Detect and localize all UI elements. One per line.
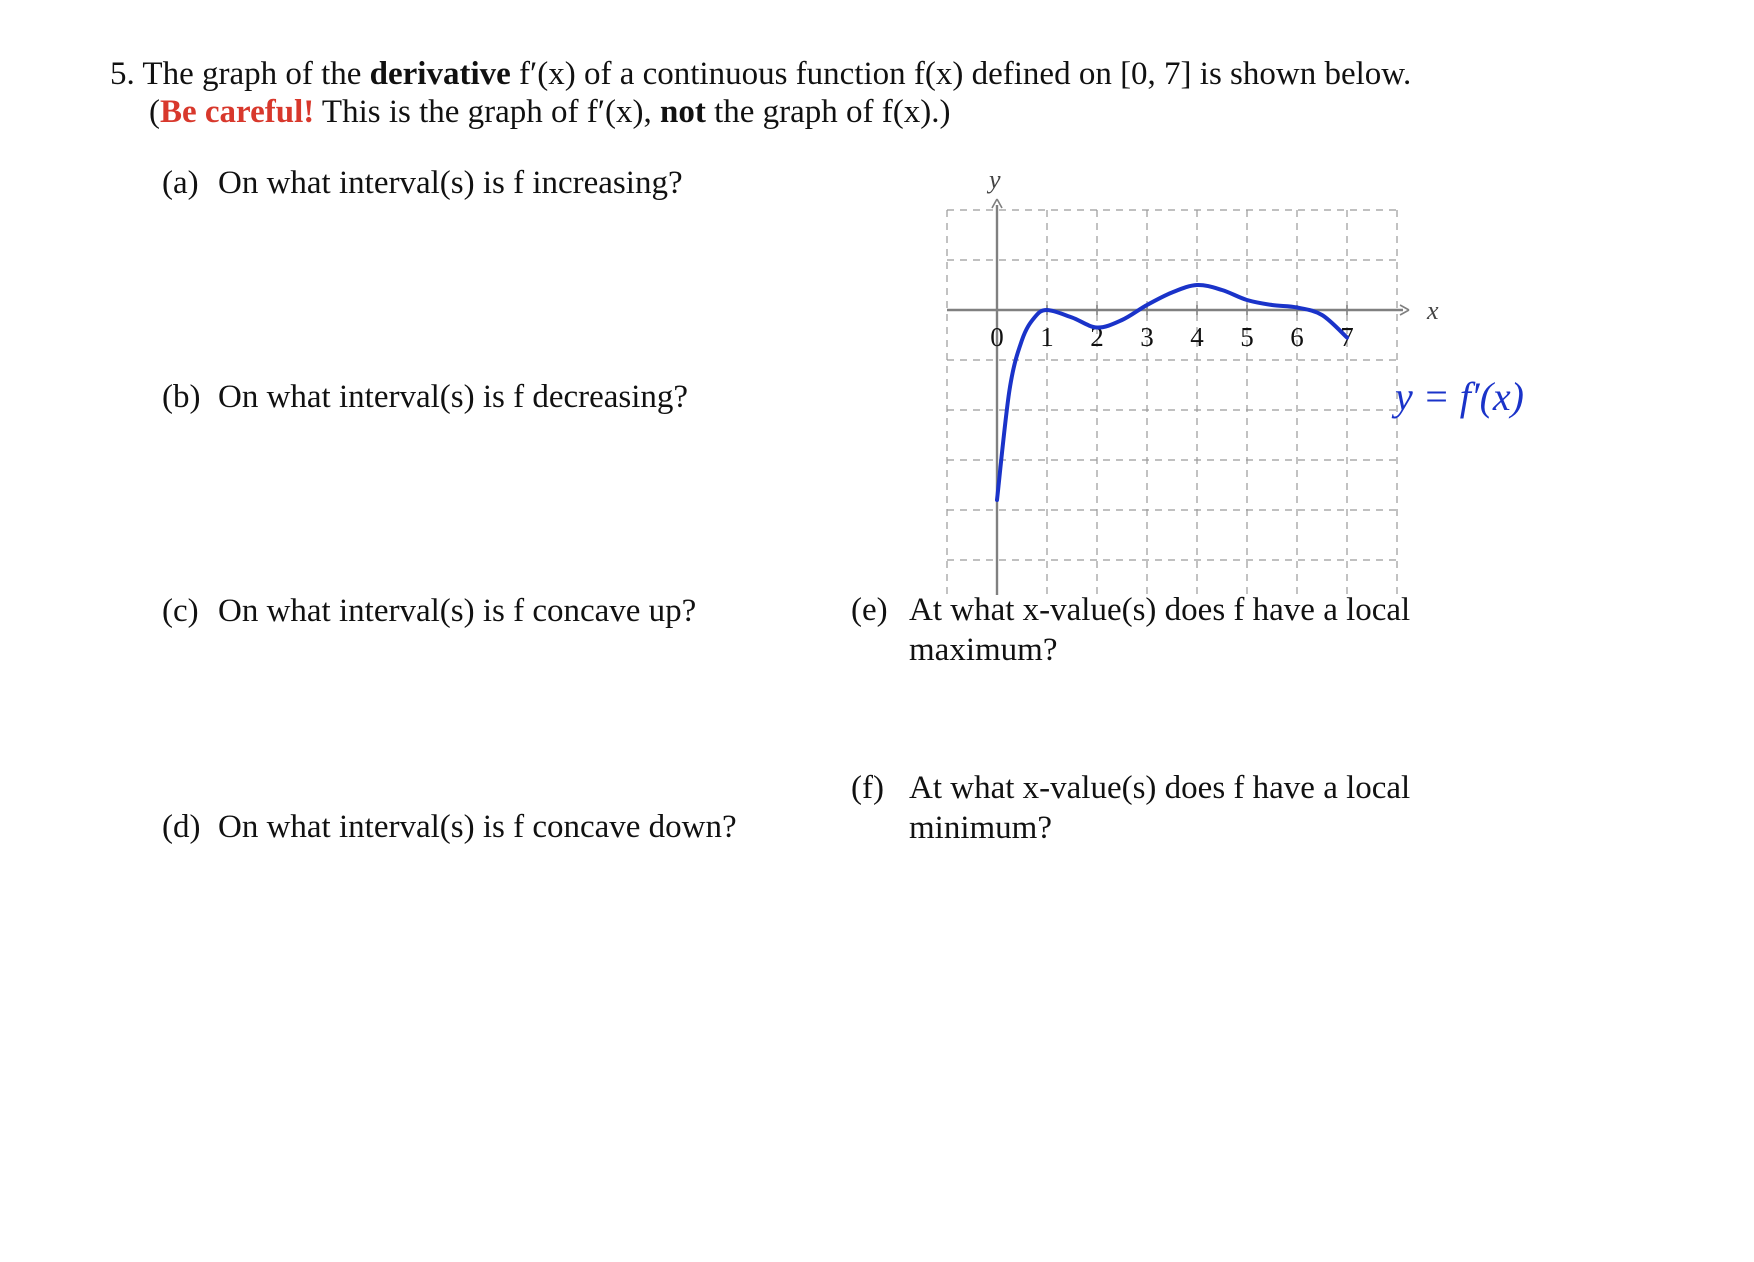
open-paren: ( bbox=[149, 94, 160, 130]
question-f bbox=[851, 768, 1410, 808]
x-tick-label: 4 bbox=[1190, 322, 1204, 352]
warning-text: Be careful! bbox=[160, 94, 315, 130]
x-tick-label: 6 bbox=[1290, 322, 1304, 352]
question-c bbox=[162, 591, 696, 631]
x-tick-label: 3 bbox=[1140, 322, 1154, 352]
warning-text-part-2: the graph of f(x).) bbox=[705, 94, 951, 130]
question-e bbox=[851, 590, 1410, 630]
problem-text-part-2: f′(x) of a continuous function f(x) defined on [0, 7] is shown below. bbox=[510, 56, 1412, 92]
warning-text-part-1: This is the graph of f′(x), bbox=[314, 94, 660, 130]
question-d-text: On what interval(s) is f concave down? bbox=[218, 809, 737, 845]
question-f-label: (f) bbox=[851, 770, 884, 806]
question-e-text-line-1: At what x-value(s) does f have a local bbox=[909, 592, 1411, 628]
not-keyword: not bbox=[659, 94, 706, 130]
y-axis-label: y bbox=[989, 165, 1001, 194]
question-a-text: On what interval(s) is f increasing? bbox=[218, 165, 683, 201]
x-tick-label: 1 bbox=[1040, 322, 1054, 352]
question-c-label: (c) bbox=[162, 593, 199, 629]
question-b-text: On what interval(s) is f decreasing? bbox=[218, 379, 689, 415]
question-f-text-line-2: minimum? bbox=[909, 810, 1052, 846]
question-d bbox=[162, 807, 737, 847]
problem-statement-line-2 bbox=[149, 92, 950, 132]
derivative-curve bbox=[997, 285, 1347, 500]
question-e-text-line-2: maximum? bbox=[909, 632, 1058, 668]
function-label: y = f′(x) bbox=[1395, 374, 1525, 419]
question-b bbox=[162, 377, 688, 417]
problem-number: 5. bbox=[110, 56, 135, 92]
question-e-continued bbox=[909, 630, 1057, 670]
x-tick-label: 7 bbox=[1340, 322, 1354, 352]
question-d-label: (d) bbox=[162, 809, 201, 845]
x-axis-label: x bbox=[1427, 296, 1439, 325]
x-tick-label: 2 bbox=[1090, 322, 1104, 352]
x-tick-label: 0 bbox=[990, 322, 1004, 352]
question-e-label: (e) bbox=[851, 592, 888, 628]
problem-statement-line-1 bbox=[110, 54, 1411, 94]
question-a-label: (a) bbox=[162, 165, 199, 201]
question-a bbox=[162, 163, 683, 203]
problem-text-part-1: The graph of the bbox=[142, 56, 370, 92]
x-tick-label: 5 bbox=[1240, 322, 1254, 352]
question-b-label: (b) bbox=[162, 379, 201, 415]
question-f-continued bbox=[909, 808, 1052, 848]
question-f-text-line-1: At what x-value(s) does f have a local bbox=[909, 770, 1411, 806]
question-c-text: On what interval(s) is f concave up? bbox=[218, 593, 697, 629]
derivative-keyword: derivative bbox=[369, 56, 511, 92]
derivative-graph bbox=[930, 165, 1439, 560]
